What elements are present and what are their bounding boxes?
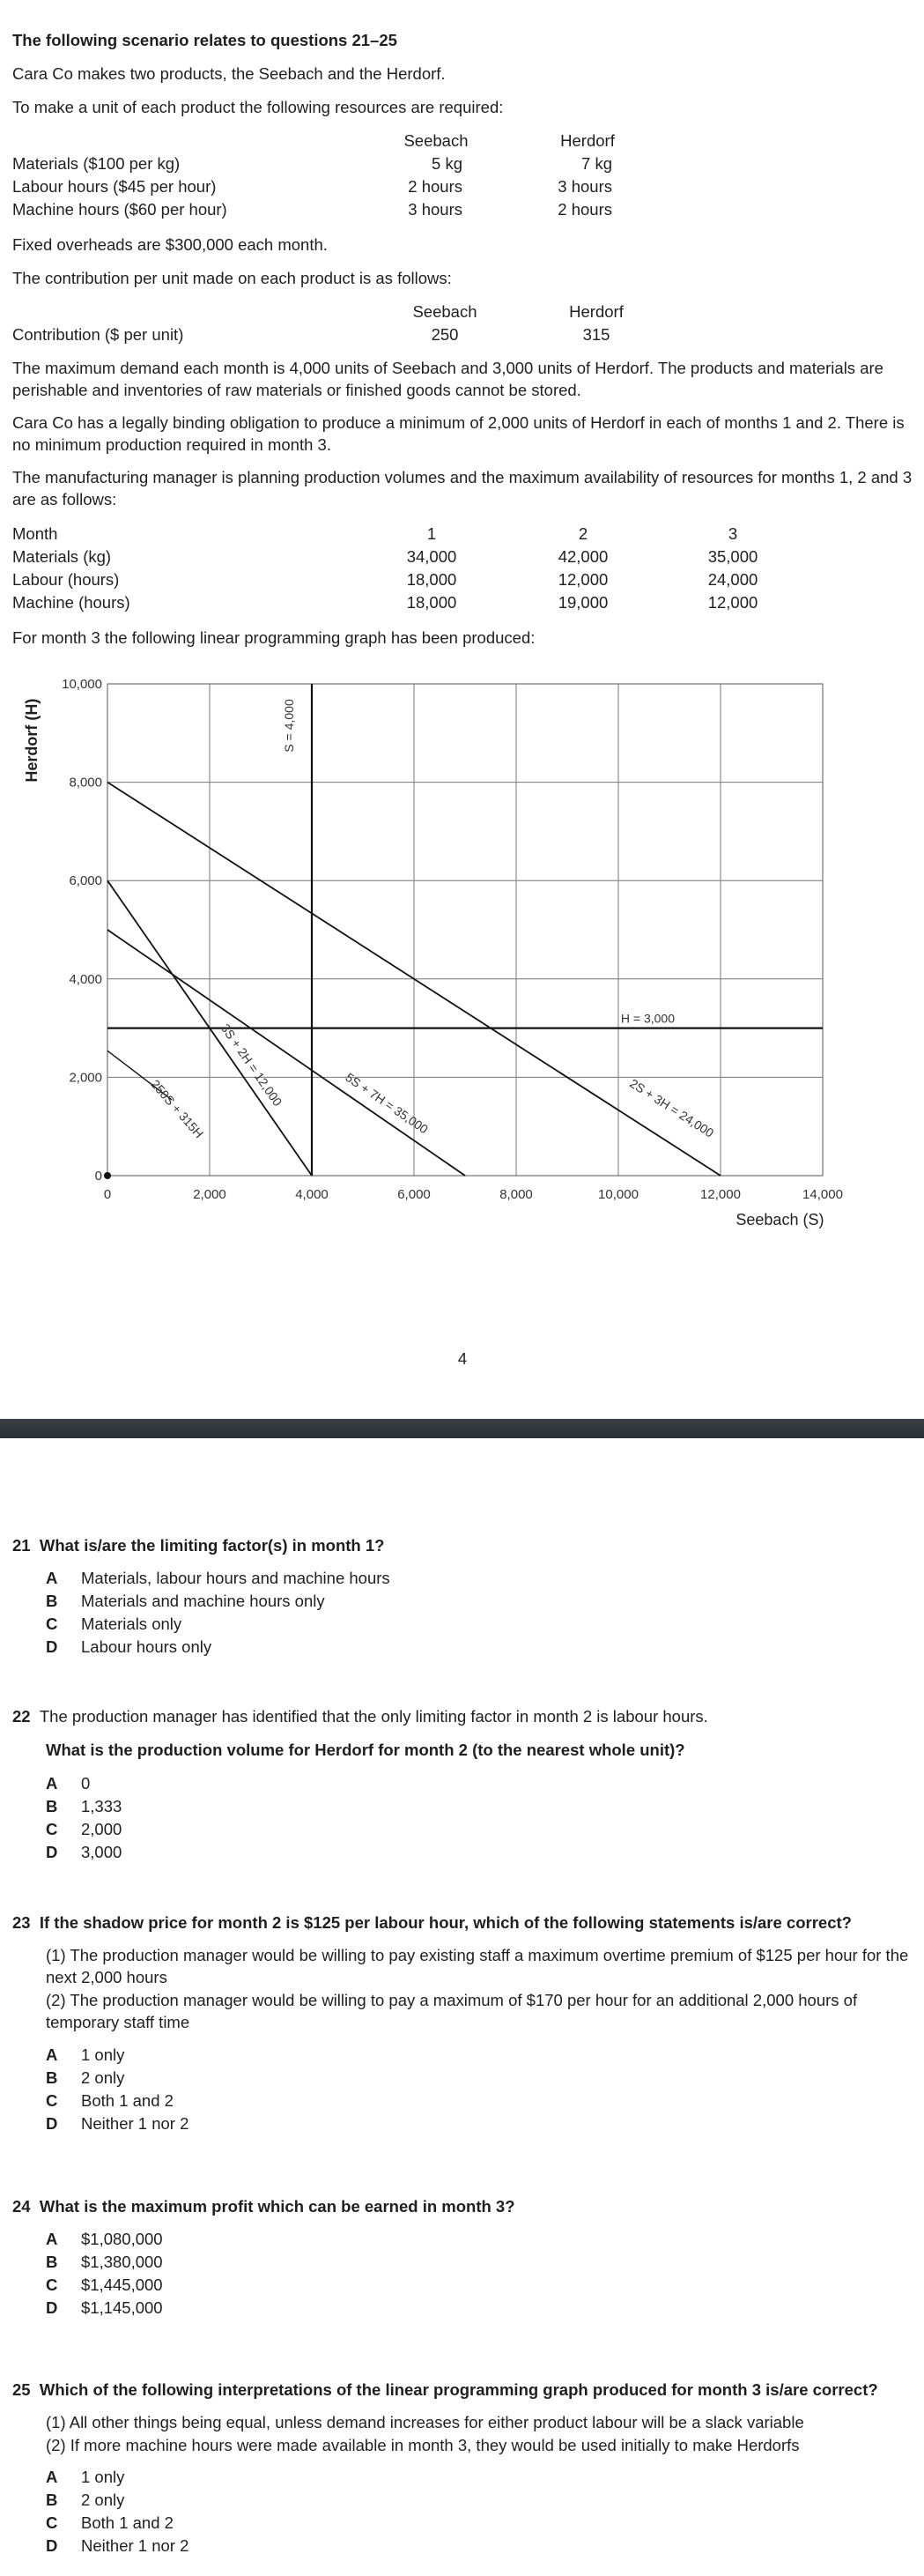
availability-cell: 12,000 [707, 593, 758, 612]
option-letter[interactable]: C [46, 1615, 58, 1633]
option-text[interactable]: 1,333 [81, 1797, 122, 1815]
availability-header-label: Month [12, 524, 58, 543]
option-letter[interactable]: D [46, 2114, 58, 2133]
line-label-materials: 5S + 7H = 35,000 [343, 1070, 431, 1137]
x-tick-label: 0 [103, 1187, 112, 1202]
availability-cell: 34,000 [406, 547, 457, 566]
option-text[interactable]: 2 only [81, 2491, 125, 2509]
resources-cell: 3 hours [558, 177, 612, 196]
option-text[interactable]: Labour hours only [81, 1637, 212, 1656]
x-tick-label: 2,000 [193, 1187, 226, 1202]
option-letter[interactable]: C [46, 2275, 58, 2294]
question-text: What is the maximum profit which can be earned in month 3? [39, 2197, 515, 2216]
option-text[interactable]: Neither 1 nor 2 [81, 2114, 189, 2133]
statement: (1) The production manager would be willing to pay existing staff a maximum overtime premium of $125 per hour for the next 2,000 hours [46, 1946, 909, 1986]
option-letter[interactable]: B [46, 2068, 58, 2087]
statement: (2) The production manager would be willing to pay a maximum of $170 per hour for an additional 2,000 hours of temporary staff time [46, 1991, 858, 2031]
option-text[interactable]: 2 only [81, 2068, 125, 2087]
y-tick-label: 4,000 [69, 971, 102, 987]
line-label-machine: 3S + 2H = 12,000 [218, 1021, 285, 1110]
intro-line-2: To make a unit of each product the following resources are required: [12, 98, 504, 116]
question-pretext: The production manager has identified that the only limiting factor in month 2 is labour hours. [39, 1707, 708, 1726]
question-number: 25 [12, 2380, 31, 2399]
option-text[interactable]: $1,380,000 [81, 2253, 163, 2271]
option-letter[interactable]: D [46, 2298, 58, 2317]
option-text[interactable]: $1,145,000 [81, 2298, 163, 2317]
resources-row-label: Labour hours ($45 per hour) [12, 177, 217, 196]
question-text: What is the production volume for Herdorf for month 2 (to the nearest whole unit)? [46, 1741, 685, 1759]
plot-frame [107, 684, 823, 1176]
option-letter[interactable]: C [46, 2513, 58, 2532]
availability-cell: 18,000 [406, 570, 457, 589]
option-text[interactable]: Both 1 and 2 [81, 2091, 174, 2110]
line-label-h: H = 3,000 [620, 1011, 676, 1026]
x-tick-label: 10,000 [598, 1187, 639, 1202]
overheads-text: Fixed overheads are $300,000 each month. [12, 235, 328, 254]
question-number: 23 [12, 1913, 31, 1932]
demand-text: The maximum demand each month is 4,000 units of Seebach and 3,000 units of Herdorf. The products and materials are perishable and inventories of raw materials or finished goods cannot be stored. [12, 359, 883, 399]
availability-cell: 18,000 [406, 593, 457, 612]
availability-row-label: Labour (hours) [12, 570, 120, 589]
option-letter[interactable]: A [46, 2468, 58, 2486]
question-text: Which of the following interpretations of the linear programming graph produced for month 3 is/are correct? [39, 2380, 878, 2399]
resources-header-seebach: Seebach [403, 131, 469, 150]
lp-graph [0, 661, 924, 1243]
page-divider [0, 1419, 924, 1438]
x-tick-label: 14,000 [802, 1187, 843, 1202]
y-tick-label: 2,000 [69, 1070, 102, 1086]
x-tick-label: 4,000 [295, 1187, 329, 1202]
option-text[interactable]: Neither 1 nor 2 [81, 2536, 189, 2555]
option-letter[interactable]: B [46, 2253, 58, 2271]
option-text[interactable]: Materials only [81, 1615, 182, 1633]
availability-cell: 42,000 [558, 547, 609, 566]
x-tick-label: 8,000 [499, 1187, 533, 1202]
resources-cell: 2 hours [408, 177, 462, 196]
option-text[interactable]: 2,000 [81, 1820, 122, 1838]
question-text: What is/are the limiting factor(s) in month 1? [39, 1536, 385, 1555]
question-number: 24 [12, 2197, 31, 2216]
availability-month: 2 [578, 524, 588, 543]
contribution-header-herdorf: Herdorf [569, 302, 624, 321]
availability-month: 3 [728, 524, 738, 543]
contribution-intro: The contribution per unit made on each product is as follows: [12, 269, 452, 287]
option-letter[interactable]: D [46, 2536, 58, 2555]
line-label-objective: 250S + 315H [148, 1076, 207, 1141]
y-tick-label: 10,000 [62, 677, 102, 692]
scenario-heading: The following scenario relates to questions 21–25 [12, 31, 397, 49]
option-letter[interactable]: A [46, 2230, 58, 2248]
x-axis-label: Seebach (S) [736, 1211, 824, 1229]
line-label-s: S = 4,000 [282, 699, 297, 753]
resources-cell: 5 kg [432, 154, 462, 173]
contribution-label: Contribution ($ per unit) [12, 325, 184, 344]
option-letter[interactable]: A [46, 2045, 58, 2064]
x-tick-label: 12,000 [700, 1187, 741, 1202]
option-text[interactable]: Materials, labour hours and machine hours [81, 1569, 390, 1587]
option-text[interactable]: 1 only [81, 2468, 125, 2486]
resources-row-label: Materials ($100 per kg) [12, 154, 181, 173]
obligation-text: Cara Co has a legally binding obligation to produce a minimum of 2,000 units of Herdorf in each of months 1 and 2. There is no minimum production required in month 3. [12, 413, 905, 454]
availability-row-label: Machine (hours) [12, 593, 130, 612]
resources-row-label: Machine hours ($60 per hour) [12, 200, 227, 219]
contribution-seebach: 250 [431, 325, 459, 344]
option-text[interactable]: 3,000 [81, 1843, 122, 1861]
option-letter[interactable]: A [46, 1569, 58, 1587]
option-letter[interactable]: A [46, 1774, 58, 1793]
y-axis-label: Herdorf (H) [23, 698, 41, 783]
option-text[interactable]: $1,080,000 [81, 2230, 163, 2248]
line-label-labour: 2S + 3H = 24,000 [627, 1075, 717, 1140]
option-letter[interactable]: B [46, 1797, 58, 1815]
option-letter[interactable]: D [46, 1637, 58, 1656]
option-text[interactable]: 1 only [81, 2045, 125, 2064]
planning-text: The manufacturing manager is planning production volumes and the maximum availability of resources for months 1, 2 and 3 are as follows: [12, 468, 913, 509]
contribution-header-seebach: Seebach [412, 302, 477, 321]
option-text[interactable]: Materials and machine hours only [81, 1592, 325, 1610]
availability-cell: 24,000 [707, 570, 758, 589]
option-letter[interactable]: D [46, 1843, 58, 1861]
intro-line-1: Cara Co makes two products, the Seebach and the Herdorf. [12, 64, 446, 83]
origin-point [104, 1172, 111, 1179]
contribution-herdorf: 315 [582, 325, 610, 344]
option-text[interactable]: 0 [81, 1774, 91, 1793]
availability-month: 1 [426, 524, 437, 543]
graph-intro: For month 3 the following linear programming graph has been produced: [12, 628, 536, 647]
resources-cell: 3 hours [408, 200, 462, 219]
resources-cell: 7 kg [581, 154, 612, 173]
resources-cell: 2 hours [558, 200, 612, 219]
availability-cell: 12,000 [558, 570, 609, 589]
y-tick-label: 6,000 [69, 873, 102, 889]
y-tick-label: 8,000 [69, 775, 102, 791]
option-text[interactable]: $1,445,000 [81, 2275, 163, 2294]
availability-cell: 35,000 [707, 547, 758, 566]
statement: (2) If more machine hours were made available in month 3, they would be used initially to make Herdorfs [46, 2436, 800, 2454]
availability-row-label: Materials (kg) [12, 547, 112, 566]
y-tick-label: 0 [94, 1169, 102, 1184]
option-letter[interactable]: C [46, 2091, 58, 2110]
availability-cell: 19,000 [558, 593, 609, 612]
question-number: 21 [12, 1536, 31, 1555]
option-letter[interactable]: B [46, 2491, 58, 2509]
question-number: 22 [12, 1707, 31, 1726]
statement: (1) All other things being equal, unless demand increases for either product labour will be a slack variable [46, 2413, 804, 2431]
option-letter[interactable]: B [46, 1592, 58, 1610]
page-number: 4 [457, 1349, 468, 1368]
page-two [0, 1438, 924, 2576]
question-text: If the shadow price for month 2 is $125 per labour hour, which of the following statements is/are correct? [39, 1913, 852, 1932]
option-text[interactable]: Both 1 and 2 [81, 2513, 174, 2532]
resources-header-herdorf: Herdorf [560, 131, 615, 150]
option-letter[interactable]: C [46, 1820, 58, 1838]
x-tick-label: 6,000 [397, 1187, 431, 1202]
